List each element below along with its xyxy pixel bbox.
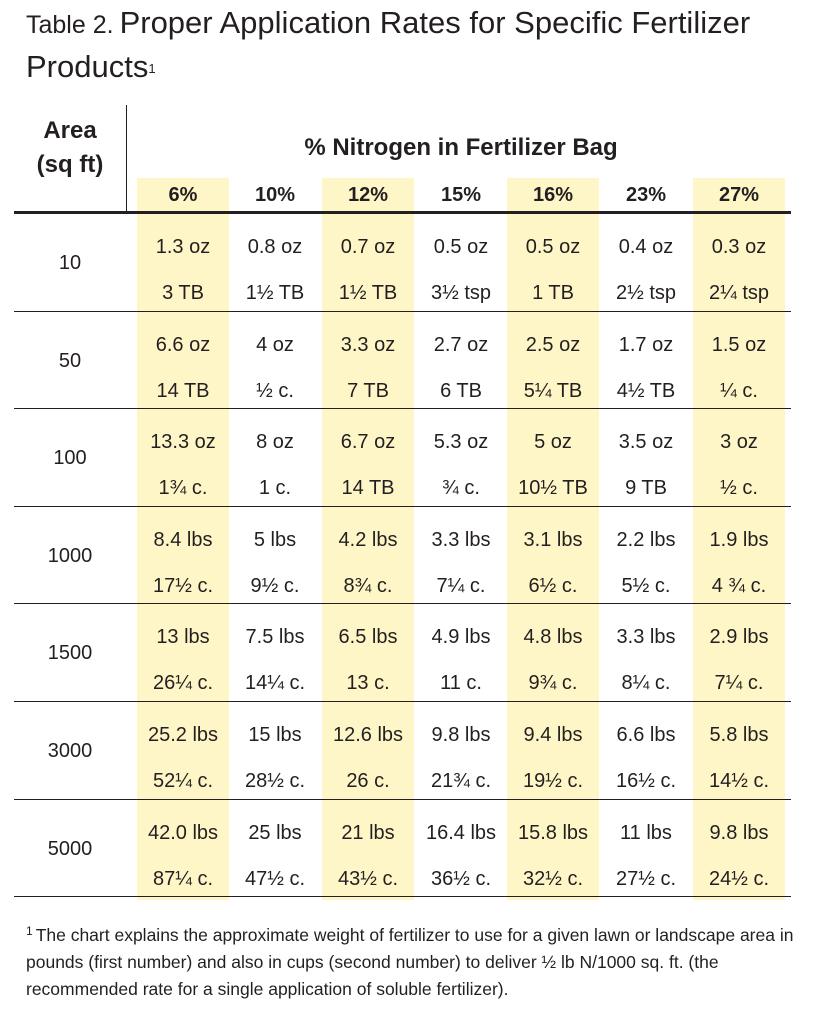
weight-cell: 8.4 lbs xyxy=(153,528,213,551)
row-divider xyxy=(14,799,791,800)
area-cell: 100 xyxy=(53,447,87,470)
footnote-text: The chart explains the approximate weight of fertilizer to use for a given lawn or landscape area in pounds (first number) and also in cups (second number) to deliver ½ lb N/1000 sq. ft. (the recommended rate for a single application of soluble fertilizer). xyxy=(26,925,794,999)
weight-cell: 3.3 lbs xyxy=(431,528,491,551)
weight-cell: 3.3 oz xyxy=(340,333,396,356)
weight-cell: 6.6 lbs xyxy=(616,724,676,746)
volume-cell: 1 TB xyxy=(532,282,574,304)
weight-cell: 5 oz xyxy=(534,431,572,454)
volume-cell: 16½ c. xyxy=(615,770,677,792)
volume-cell: 17½ c. xyxy=(152,574,214,597)
column-header: 15% xyxy=(440,184,482,206)
weight-cell: 8 oz xyxy=(256,431,294,454)
area-header-line-2: (sq ft) xyxy=(36,151,104,178)
title-footnote-mark: 1 xyxy=(148,61,156,76)
weight-cell: 3.1 lbs xyxy=(523,528,583,551)
volume-cell: 52¼ c. xyxy=(152,770,214,792)
volume-cell: 1 c. xyxy=(258,477,292,500)
column-header: 23% xyxy=(625,184,667,206)
volume-cell: 13 c. xyxy=(346,672,390,695)
weight-cell: 7.5 lbs xyxy=(245,626,305,649)
weight-cell: 0.4 oz xyxy=(618,236,674,258)
weight-cell: 4.2 lbs xyxy=(338,528,398,551)
volume-cell: 6 TB xyxy=(440,379,482,402)
weight-cell: 6.6 oz xyxy=(155,333,211,356)
weight-cell: 9.8 lbs xyxy=(431,724,491,746)
volume-cell: 24½ c. xyxy=(708,867,770,890)
weight-cell: 3 oz xyxy=(720,431,758,454)
row-divider xyxy=(14,701,791,702)
weight-cell: 0.8 oz xyxy=(247,236,303,258)
weight-cell: 13.3 oz xyxy=(150,431,216,454)
volume-cell: ¼ c. xyxy=(720,379,758,402)
table-title xyxy=(26,2,816,88)
volume-cell: 32½ c. xyxy=(522,867,584,890)
column-header: 16% xyxy=(532,184,574,206)
weight-cell: 5.8 lbs xyxy=(709,724,769,746)
weight-cell: 21 lbs xyxy=(341,821,395,844)
weight-cell: 1.5 oz xyxy=(711,333,767,356)
table-title-text: Proper Application Rates for Specific Fertilizer Products xyxy=(26,5,751,84)
weight-cell: 0.5 oz xyxy=(433,236,489,258)
volume-cell: 9¾ c. xyxy=(528,672,578,695)
volume-cell: 36½ c. xyxy=(430,867,492,890)
weight-cell: 15 lbs xyxy=(248,724,302,746)
header-rule xyxy=(14,211,791,214)
volume-cell: ½ c. xyxy=(256,379,294,402)
volume-cell: 2¼ tsp xyxy=(708,282,770,304)
volume-cell: 4 ¾ c. xyxy=(711,574,767,597)
volume-cell: 87¼ c. xyxy=(152,867,214,890)
weight-cell: 16.4 lbs xyxy=(425,821,497,844)
weight-cell: 3.3 lbs xyxy=(616,626,676,649)
area-cell: 1000 xyxy=(47,544,93,567)
column-header: 27% xyxy=(718,184,760,206)
footnote xyxy=(26,922,816,1003)
column-header: 10% xyxy=(254,184,296,206)
column-header: 12% xyxy=(347,184,389,206)
volume-cell: ¾ c. xyxy=(442,477,480,500)
area-cell: 1500 xyxy=(47,642,93,665)
area-cell: 3000 xyxy=(47,740,93,762)
weight-cell: 12.6 lbs xyxy=(332,724,404,746)
nitrogen-group-header: % Nitrogen in Fertilizer Bag xyxy=(304,134,618,161)
volume-cell: 2½ tsp xyxy=(615,282,677,304)
volume-cell: 5½ c. xyxy=(621,574,671,597)
volume-cell: 3 TB xyxy=(162,282,204,304)
weight-cell: 0.7 oz xyxy=(340,236,396,258)
header-divider xyxy=(126,105,127,212)
weight-cell: 1.3 oz xyxy=(155,236,211,258)
weight-cell: 42.0 lbs xyxy=(147,821,219,844)
volume-cell: 14½ c. xyxy=(708,770,770,792)
row-divider xyxy=(14,896,791,897)
table-number-label: Table 2. xyxy=(26,11,114,39)
volume-cell: 14¼ c. xyxy=(244,672,306,695)
weight-cell: 15.8 lbs xyxy=(517,821,589,844)
volume-cell: ½ c. xyxy=(720,477,758,500)
volume-cell: 14 TB xyxy=(341,477,395,500)
volume-cell: 6½ c. xyxy=(528,574,578,597)
weight-cell: 2.5 oz xyxy=(525,333,581,356)
weight-cell: 2.2 lbs xyxy=(616,528,676,551)
weight-cell: 1.7 oz xyxy=(618,333,674,356)
volume-cell: 8¾ c. xyxy=(343,574,393,597)
weight-cell: 4.9 lbs xyxy=(431,626,491,649)
weight-cell: 0.5 oz xyxy=(525,236,581,258)
weight-cell: 6.5 lbs xyxy=(338,626,398,649)
row-divider xyxy=(14,506,791,507)
weight-cell: 4 oz xyxy=(256,333,294,356)
volume-cell: 9½ c. xyxy=(250,574,300,597)
weight-cell: 9.8 lbs xyxy=(709,821,769,844)
area-cell: 50 xyxy=(58,349,82,372)
weight-cell: 2.7 oz xyxy=(433,333,489,356)
volume-cell: 14 TB xyxy=(156,379,210,402)
volume-cell: 1½ TB xyxy=(338,282,398,304)
volume-cell: 3½ tsp xyxy=(430,282,492,304)
volume-cell: 8¼ c. xyxy=(621,672,671,695)
volume-cell: 1½ TB xyxy=(245,282,305,304)
weight-cell: 25.2 lbs xyxy=(147,724,219,746)
volume-cell: 7¼ c. xyxy=(436,574,486,597)
row-divider xyxy=(14,311,791,312)
weight-cell: 4.8 lbs xyxy=(523,626,583,649)
volume-cell: 21¾ c. xyxy=(430,770,492,792)
weight-cell: 0.3 oz xyxy=(711,236,767,258)
weight-cell: 6.7 oz xyxy=(340,431,396,454)
volume-cell: 5¼ TB xyxy=(523,379,583,402)
volume-cell: 11 c. xyxy=(440,672,482,695)
weight-cell: 1.9 lbs xyxy=(709,528,769,551)
row-divider xyxy=(14,408,791,409)
volume-cell: 26 c. xyxy=(346,770,390,792)
footnote-mark: 1 xyxy=(26,924,33,938)
weight-cell: 9.4 lbs xyxy=(523,724,583,746)
volume-cell: 9 TB xyxy=(625,477,667,500)
row-divider xyxy=(14,603,791,604)
volume-cell: 27½ c. xyxy=(615,867,677,890)
weight-cell: 25 lbs xyxy=(248,821,302,844)
weight-cell: 3.5 oz xyxy=(618,431,674,454)
weight-cell: 11 lbs xyxy=(620,821,672,844)
weight-cell: 5 lbs xyxy=(253,528,297,551)
volume-cell: 26¼ c. xyxy=(152,672,214,695)
volume-cell: 4½ TB xyxy=(616,379,676,402)
volume-cell: 7 TB xyxy=(347,379,389,402)
volume-cell: 10½ TB xyxy=(518,477,588,500)
area-cell: 5000 xyxy=(47,837,93,860)
weight-cell: 5.3 oz xyxy=(433,431,489,454)
weight-cell: 13 lbs xyxy=(156,626,210,649)
volume-cell: 43½ c. xyxy=(337,867,399,890)
volume-cell: 1¾ c. xyxy=(158,477,208,500)
weight-cell: 2.9 lbs xyxy=(709,626,769,649)
volume-cell: 7¼ c. xyxy=(714,672,764,695)
area-cell: 10 xyxy=(58,252,82,274)
column-header: 6% xyxy=(168,184,198,206)
volume-cell: 19½ c. xyxy=(522,770,584,792)
area-column-header xyxy=(14,114,126,182)
volume-cell: 47½ c. xyxy=(244,867,306,890)
area-header-line-1: Area xyxy=(43,117,97,144)
volume-cell: 28½ c. xyxy=(244,770,306,792)
